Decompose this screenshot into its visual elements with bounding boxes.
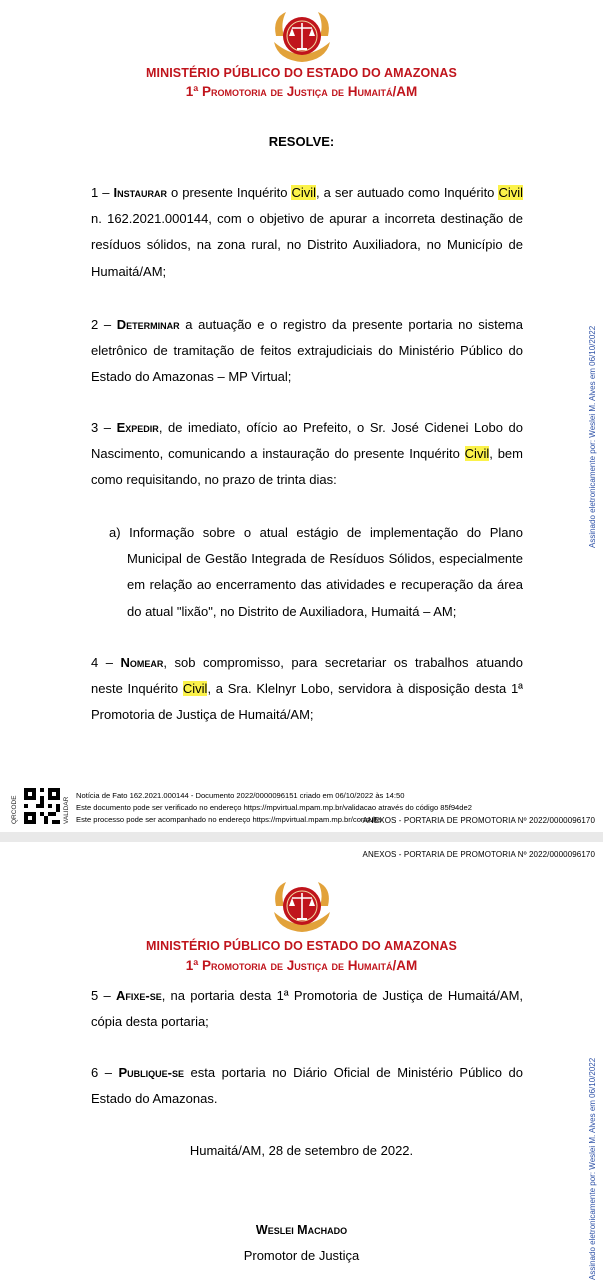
anexo-header: ANEXOS - PORTARIA DE PROMOTORIA Nº 2022/0000096170 (362, 850, 595, 859)
org-title: MINISTÉRIO PÚBLICO DO ESTADO DO AMAZONAS (146, 66, 457, 80)
org-subtitle: 1ª Promotoria de Justiça de Humaitá/AM (185, 958, 418, 973)
item-4-paragraph: 4 – Nomear, sob compromisso, para secretariar os trabalhos atuando neste Inquérito Civil, a Sra. Klelnyr Lobo, servidora à disposição desta 1ª Promotoria de Justiça de Humaitá/AM; (91, 655, 523, 723)
footer-verification-info: Este documento pode ser verificado no endereço https://mpvirtual.mpam.mp.br/validacao através do código 85f94de2 (76, 803, 472, 812)
document-footer (0, 786, 603, 832)
signer-name: Weslei Machado (255, 1223, 348, 1237)
highlight: Civil (291, 185, 317, 200)
item-6-paragraph: 6 – Publique-se esta portaria no Diário Oficial de Ministério Público do Estado do Amazonas. (91, 1065, 524, 1107)
ministry-seal-logo (266, 876, 338, 936)
item-1-paragraph: 1 – Instaurar o presente Inquérito Civil, a ser autuado como Inquérito Civil n. 162.2021.000144, com o objetivo de apurar a incorreta destinação de resíduos sólidos, na zona rural, no Distrito Auxiliadora, no Município de Humaitá/AM; (91, 185, 523, 279)
ministry-seal-logo (266, 6, 338, 66)
signer-role: Promotor de Justiça (243, 1248, 360, 1263)
footer-anexo-label: ANEXOS - PORTARIA DE PROMOTORIA Nº 2022/0000096170 (362, 816, 595, 825)
highlight: Civil (464, 446, 490, 462)
org-subtitle: 1ª Promotoria de Justiça de Humaitá/AM (185, 84, 418, 99)
document-page-2 (0, 842, 603, 1280)
electronic-signature-sidebar: Assinado eletronicamente por: Weslei M. Alves em 06/10/2022 (588, 325, 597, 548)
qr-code-icon[interactable] (24, 788, 60, 824)
footer-document-info: Notícia de Fato 162.2021.000144 - Documento 2022/0000096151 criado em 06/10/2022 às 14:50 (76, 791, 405, 800)
electronic-signature-sidebar: Assinado eletronicamente por: Weslei M. Alves em 06/10/2022 (588, 1057, 597, 1280)
org-title: MINISTÉRIO PÚBLICO DO ESTADO DO AMAZONAS (146, 939, 457, 953)
resolve-heading: RESOLVE: (268, 134, 335, 149)
date-line: Humaitá/AM, 28 de setembro de 2022. (189, 1143, 414, 1158)
item-5-paragraph: 5 – Afixe-se, na portaria desta 1ª Promotoria de Justiça de Humaitá/AM, cópia desta portaria; (91, 988, 524, 1030)
item-2-paragraph: 2 – Determinar a autuação e o registro da presente portaria no sistema eletrônico de tramitação de feitos extrajudiciais do Ministério Público do Estado do Amazonas – MP Virtual; (91, 317, 523, 385)
item-3-paragraph: 3 – Expedir, de imediato, ofício ao Prefeito, o Sr. José Cidenei Lobo do Nascimento, comunicando a instauração do presente Inquérito Civil, bem como requisitando, no prazo de trinta dias: (91, 420, 524, 488)
footer-tracking-info: Este processo pode ser acompanhado no endereço https://mpvirtual.mpam.mp.br/consulta (76, 815, 382, 824)
item-3a-paragraph: a) Informação sobre o atual estágio de implementação do Plano Municipal de Gestão Integrada de Resíduos Sólidos, especialmente em relação ao encerramento das atividades e recuperação da área do atual "lixão", no Distrito de Auxiliadora, Humaitá – AM; (109, 525, 523, 619)
highlight: Civil (182, 681, 208, 697)
highlight: Civil (498, 185, 523, 200)
validar-label: VALIDAR (63, 796, 70, 824)
qrcode-label: QRCODE (11, 795, 18, 824)
